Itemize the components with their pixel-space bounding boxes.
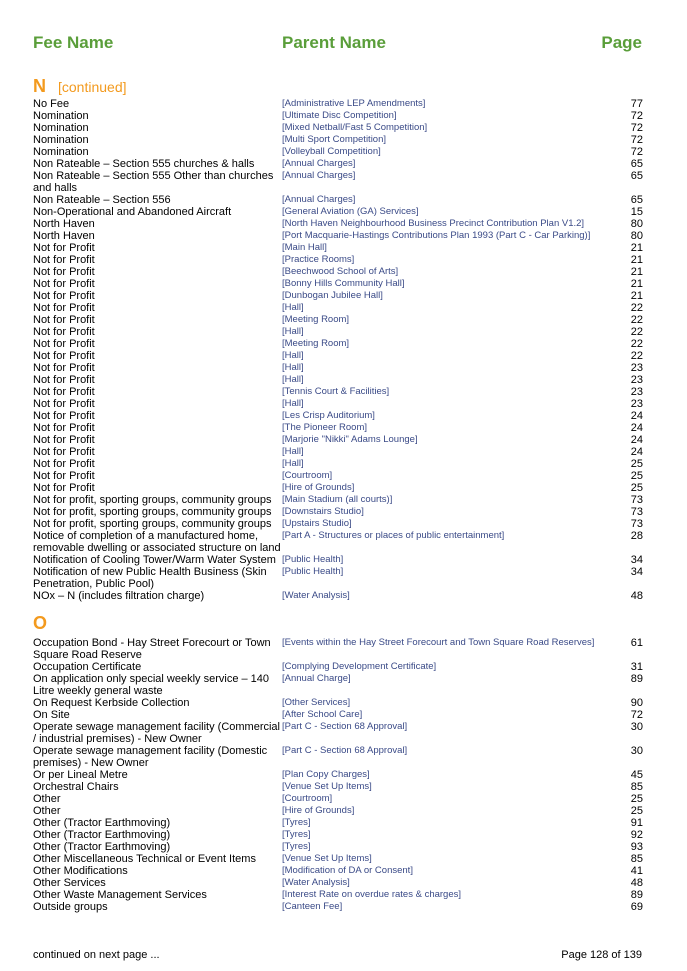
- fee-name-cell: Not for Profit: [33, 458, 95, 470]
- page-number-cell: 34: [630, 566, 643, 578]
- table-row: [33, 661, 643, 673]
- page-number-cell: 15: [630, 206, 643, 218]
- page-number-cell: 80: [630, 230, 643, 242]
- parent-name-cell[interactable]: [Volleyball Competition]: [282, 146, 381, 157]
- table-row: [33, 793, 643, 805]
- table-row: [33, 434, 643, 446]
- parent-name-cell[interactable]: [Dunbogan Jubilee Hall]: [282, 290, 383, 301]
- page-number-cell: 23: [630, 374, 643, 386]
- parent-name-cell[interactable]: [Meeting Room]: [282, 314, 350, 325]
- table-row: [33, 122, 643, 134]
- parent-name-cell[interactable]: [Port Macquarie-Hastings Contributions Plan 1993 (Part C - Car Parking)]: [282, 230, 591, 241]
- page-number-cell: 72: [630, 110, 643, 122]
- column-header-page: Page: [601, 33, 642, 52]
- page-number-cell: 85: [630, 853, 643, 865]
- page-number-cell: 22: [630, 350, 643, 362]
- fee-name-cell: Nomination: [33, 122, 89, 134]
- page-number-cell: 31: [630, 661, 643, 673]
- page-number-cell: 48: [630, 590, 643, 602]
- fee-name-cell: Not for Profit: [33, 446, 95, 458]
- parent-name-cell[interactable]: [Bonny Hills Community Hall]: [282, 278, 405, 289]
- table-row: [33, 254, 643, 266]
- fee-name-cell: Not for Profit: [33, 266, 95, 278]
- fee-list: [33, 98, 643, 602]
- page-number-cell: 34: [630, 554, 643, 566]
- page-number-cell: 24: [630, 410, 643, 422]
- table-row: [33, 721, 643, 745]
- table-row: [33, 781, 643, 793]
- table-row: [33, 470, 643, 482]
- parent-name-cell[interactable]: [Public Health]: [282, 554, 344, 565]
- column-header-fee-name: Fee Name: [33, 33, 114, 52]
- table-row: [33, 805, 643, 817]
- fee-name-cell: Not for Profit: [33, 374, 95, 386]
- table-row: [33, 590, 643, 602]
- page-number-cell: 73: [630, 494, 643, 506]
- fee-name-cell: On Request Kerbside Collection: [33, 697, 190, 709]
- parent-name-cell[interactable]: [Public Health]: [282, 566, 344, 577]
- page-number-cell: 22: [630, 314, 643, 326]
- table-row: [33, 458, 643, 470]
- parent-name-cell[interactable]: [Annual Charges]: [282, 194, 356, 205]
- page-number-cell: 25: [630, 805, 643, 817]
- page-number-cell: 93: [630, 841, 643, 853]
- fee-name-cell: Notification of Cooling Tower/Warm Water System: [33, 554, 276, 566]
- parent-name-cell[interactable]: [Other Services]: [282, 697, 351, 708]
- fee-name-cell: Not for Profit: [33, 470, 95, 482]
- parent-name-cell[interactable]: [Venue Set Up Items]: [282, 853, 372, 864]
- table-row: [33, 314, 643, 326]
- table-row: [33, 410, 643, 422]
- section-heading: [33, 613, 643, 633]
- table-row: [33, 853, 643, 865]
- table-row: [33, 673, 643, 697]
- fee-name-cell: North Haven: [33, 218, 95, 230]
- parent-name-cell[interactable]: [Upstairs Studio]: [282, 518, 352, 529]
- parent-name-cell[interactable]: [Les Crisp Auditorium]: [282, 410, 375, 421]
- table-row: [33, 518, 643, 530]
- parent-name-cell[interactable]: [Hall]: [282, 458, 304, 469]
- fee-name-cell: No Fee: [33, 98, 70, 110]
- table-row: [33, 338, 643, 350]
- page-number-cell: 23: [630, 362, 643, 374]
- fee-name-cell: Other Waste Management Services: [33, 889, 207, 901]
- fee-name-cell: Other (Tractor Earthmoving): [33, 841, 171, 853]
- parent-name-cell[interactable]: [Water Analysis]: [282, 877, 350, 888]
- table-row: [33, 146, 643, 158]
- table-row: [33, 374, 643, 386]
- fee-name-cell: Operate sewage management facility (Commercial / industrial premises) - New Owner: [33, 721, 280, 745]
- parent-name-cell[interactable]: [Meeting Room]: [282, 338, 350, 349]
- page-number-cell: 21: [630, 278, 643, 290]
- table-row: [33, 817, 643, 829]
- page-number-cell: 25: [630, 482, 643, 494]
- parent-name-cell[interactable]: [Mixed Netball/Fast 5 Competition]: [282, 122, 428, 133]
- parent-name-cell[interactable]: [Tyres]: [282, 841, 311, 852]
- parent-name-cell[interactable]: [Ultimate Disc Competition]: [282, 110, 397, 121]
- page-number-cell: 23: [630, 398, 643, 410]
- parent-name-cell[interactable]: [Main Stadium (all courts)]: [282, 494, 393, 505]
- fee-name-cell: Not for Profit: [33, 410, 95, 422]
- fee-name-cell: Other Miscellaneous Technical or Event Items: [33, 853, 256, 865]
- parent-name-cell[interactable]: [Hall]: [282, 326, 304, 337]
- table-row: [33, 554, 643, 566]
- table-row: [33, 218, 643, 230]
- fee-name-cell: Not for Profit: [33, 350, 95, 362]
- section-letter: N: [33, 76, 46, 96]
- table-row: [33, 110, 643, 122]
- parent-name-cell[interactable]: [Interest Rate on overdue rates & charges]: [282, 889, 462, 900]
- table-row: [33, 266, 643, 278]
- fee-name-cell: On Site: [33, 709, 70, 721]
- table-row: [33, 278, 643, 290]
- parent-name-cell[interactable]: [Hall]: [282, 350, 304, 361]
- parent-name-cell[interactable]: [Main Hall]: [282, 242, 327, 253]
- fee-name-cell: Notice of completion of a manufactured home, removable dwelling or associated structure on land: [33, 530, 281, 554]
- section-letter: O: [33, 613, 48, 633]
- page-number-cell: 24: [630, 422, 643, 434]
- page-number-cell: 21: [630, 242, 643, 254]
- page-number-cell: 91: [630, 817, 643, 829]
- table-row: [33, 829, 643, 841]
- fee-name-cell: NOx – N (includes filtration charge): [33, 590, 205, 602]
- page-number-cell: 30: [630, 745, 643, 757]
- page-number-cell: 65: [630, 158, 643, 170]
- table-row: [33, 158, 643, 170]
- fee-name-cell: Not for profit, sporting groups, community groups: [33, 518, 272, 530]
- fee-name-cell: Not for Profit: [33, 242, 95, 254]
- fee-name-cell: Not for Profit: [33, 386, 95, 398]
- page-number-cell: 24: [630, 446, 643, 458]
- fee-name-cell: Not for Profit: [33, 254, 95, 266]
- fee-name-cell: Not for Profit: [33, 434, 95, 446]
- page-number-cell: 65: [630, 170, 643, 182]
- table-row: [33, 769, 643, 781]
- page-number-cell: 21: [630, 266, 643, 278]
- parent-name-cell[interactable]: [Practice Rooms]: [282, 254, 355, 265]
- fee-name-cell: On application only special weekly service – 140 Litre weekly general waste: [33, 673, 270, 697]
- fee-name-cell: Non-Operational and Abandoned Aircraft: [33, 206, 232, 218]
- fee-name-cell: Outside groups: [33, 901, 108, 913]
- table-row: [33, 446, 643, 458]
- parent-name-cell[interactable]: [Tyres]: [282, 829, 311, 840]
- fee-name-cell: Notification of new Public Health Business (Skin Penetration, Public Pool): [33, 566, 267, 590]
- parent-name-cell[interactable]: [Modification of DA or Consent]: [282, 865, 413, 876]
- table-row: [33, 530, 643, 554]
- fee-name-cell: Not for profit, sporting groups, community groups: [33, 506, 272, 518]
- table-row: [33, 290, 643, 302]
- page-number-cell: 25: [630, 458, 643, 470]
- parent-name-cell[interactable]: [Hall]: [282, 302, 304, 313]
- parent-name-cell[interactable]: [Annual Charges]: [282, 170, 356, 181]
- fee-name-cell: Other: [33, 805, 61, 817]
- page-number-cell: 24: [630, 434, 643, 446]
- parent-name-cell[interactable]: [Canteen Fee]: [282, 901, 343, 912]
- parent-name-cell[interactable]: [Water Analysis]: [282, 590, 350, 601]
- fee-name-cell: Not for Profit: [33, 314, 95, 326]
- parent-name-cell[interactable]: [Venue Set Up Items]: [282, 781, 372, 792]
- fee-name-cell: Not for Profit: [33, 422, 95, 434]
- fee-name-cell: Not for Profit: [33, 482, 95, 494]
- table-row: [33, 242, 643, 254]
- page-number-cell: 45: [630, 769, 643, 781]
- parent-name-cell[interactable]: [Hall]: [282, 446, 304, 457]
- table-row: [33, 506, 643, 518]
- page-number-cell: 77: [630, 98, 643, 110]
- table-row: [33, 194, 643, 206]
- parent-name-cell[interactable]: [Downstairs Studio]: [282, 506, 364, 517]
- parent-name-cell[interactable]: [Multi Sport Competition]: [282, 134, 387, 145]
- parent-name-cell[interactable]: [Plan Copy Charges]: [282, 769, 370, 780]
- parent-name-cell[interactable]: [Hall]: [282, 374, 304, 385]
- parent-name-cell[interactable]: [The Pioneer Room]: [282, 422, 368, 433]
- table-row: [33, 422, 643, 434]
- table-row: [33, 302, 643, 314]
- page-number-cell: 61: [630, 637, 643, 649]
- table-row: [33, 230, 643, 242]
- parent-name-cell[interactable]: [Part A - Structures or places of public entertainment]: [282, 530, 505, 541]
- table-row: [33, 134, 643, 146]
- fee-name-cell: Nomination: [33, 110, 89, 122]
- parent-name-cell[interactable]: [Complying Development Certificate]: [282, 661, 437, 672]
- fee-name-cell: Other Services: [33, 877, 106, 889]
- table-row: [33, 901, 643, 913]
- fee-name-cell: Not for Profit: [33, 302, 95, 314]
- section-o: [33, 613, 643, 913]
- page-number-cell: 30: [630, 721, 643, 733]
- page-number-cell: 72: [630, 146, 643, 158]
- fee-name-cell: Other: [33, 793, 61, 805]
- page-number-cell: 90: [630, 697, 643, 709]
- fee-list: [33, 637, 643, 913]
- fee-name-cell: Not for Profit: [33, 398, 95, 410]
- footer-page-number: Page 128 of 139: [561, 949, 642, 961]
- page-number-cell: 73: [630, 518, 643, 530]
- page-number-cell: 22: [630, 326, 643, 338]
- fee-name-cell: Not for profit, sporting groups, community groups: [33, 494, 272, 506]
- table-row: [33, 566, 643, 590]
- table-row: [33, 98, 643, 110]
- fee-name-cell: Other Modifications: [33, 865, 128, 877]
- parent-name-cell[interactable]: [Part C - Section 68 Approval]: [282, 745, 408, 756]
- parent-name-cell[interactable]: [Administrative LEP Amendments]: [282, 98, 426, 109]
- page-number-cell: 25: [630, 793, 643, 805]
- fee-name-cell: Occupation Bond - Hay Street Forecourt or Town Square Road Reserve: [33, 637, 271, 661]
- fee-name-cell: Non Rateable – Section 555 churches & halls: [33, 158, 255, 170]
- parent-name-cell[interactable]: [Events within the Hay Street Forecourt and Town Square Road Reserves]: [282, 637, 595, 648]
- parent-name-cell[interactable]: [Annual Charges]: [282, 158, 356, 169]
- section-continued-label: [continued]: [58, 79, 127, 95]
- table-row: [33, 697, 643, 709]
- fee-name-cell: Other (Tractor Earthmoving): [33, 829, 171, 841]
- fee-name-cell: North Haven: [33, 230, 95, 242]
- table-row: [33, 865, 643, 877]
- page-number-cell: 72: [630, 134, 643, 146]
- parent-name-cell[interactable]: [Hall]: [282, 362, 304, 373]
- fee-name-cell: Not for Profit: [33, 326, 95, 338]
- fee-name-cell: Or per Lineal Metre: [33, 769, 128, 781]
- page-number-cell: 28: [630, 530, 643, 542]
- parent-name-cell[interactable]: [General Aviation (GA) Services]: [282, 206, 419, 217]
- page-number-cell: 92: [630, 829, 643, 841]
- table-row: [33, 386, 643, 398]
- fee-name-cell: Not for Profit: [33, 290, 95, 302]
- page-number-cell: 85: [630, 781, 643, 793]
- page-number-cell: 25: [630, 470, 643, 482]
- parent-name-cell[interactable]: [Courtroom]: [282, 470, 333, 481]
- parent-name-cell[interactable]: [Marjorie "Nikki" Adams Lounge]: [282, 434, 418, 445]
- table-row: [33, 745, 643, 769]
- table-row: [33, 482, 643, 494]
- fee-name-cell: Non Rateable – Section 556: [33, 194, 171, 206]
- parent-name-cell[interactable]: [Tennis Court & Facilities]: [282, 386, 390, 397]
- page-number-cell: 48: [630, 877, 643, 889]
- page-number-cell: 89: [630, 889, 643, 901]
- page-number-cell: 21: [630, 290, 643, 302]
- table-row: [33, 362, 643, 374]
- parent-name-cell[interactable]: [Tyres]: [282, 817, 311, 828]
- section-n: [33, 76, 643, 602]
- parent-name-cell[interactable]: [North Haven Neighbourhood Business Precinct Contribution Plan V1.2]: [282, 218, 585, 229]
- fee-name-cell: Orchestral Chairs: [33, 781, 119, 793]
- table-row: [33, 709, 643, 721]
- fee-name-cell: Not for Profit: [33, 338, 95, 350]
- page-number-cell: 73: [630, 506, 643, 518]
- page-number-cell: 21: [630, 254, 643, 266]
- fee-name-cell: Not for Profit: [33, 278, 95, 290]
- table-row: [33, 637, 643, 661]
- fee-name-cell: Not for Profit: [33, 362, 95, 374]
- parent-name-cell[interactable]: [Hire of Grounds]: [282, 805, 355, 816]
- parent-name-cell[interactable]: [Part C - Section 68 Approval]: [282, 721, 408, 732]
- fee-name-cell: Occupation Certificate: [33, 661, 142, 673]
- page-number-cell: 72: [630, 122, 643, 134]
- table-row: [33, 494, 643, 506]
- parent-name-cell[interactable]: [Annual Charge]: [282, 673, 351, 684]
- footer-continued: continued on next page ...: [33, 949, 160, 961]
- page-number-cell: 72: [630, 709, 643, 721]
- page-number-cell: 65: [630, 194, 643, 206]
- parent-name-cell[interactable]: [Beechwood School of Arts]: [282, 266, 399, 277]
- section-heading: [33, 76, 643, 96]
- table-row: [33, 326, 643, 338]
- column-header-parent-name: Parent Name: [282, 33, 386, 52]
- table-row: [33, 170, 643, 194]
- page-number-cell: 41: [630, 865, 643, 877]
- page-number-cell: 22: [630, 338, 643, 350]
- table-row: [33, 841, 643, 853]
- parent-name-cell[interactable]: [After School Care]: [282, 709, 363, 720]
- table-row: [33, 889, 643, 901]
- table-row: [33, 350, 643, 362]
- parent-name-cell[interactable]: [Hire of Grounds]: [282, 482, 355, 493]
- fee-name-cell: Operate sewage management facility (Domestic premises) - New Owner: [33, 745, 268, 769]
- fee-name-cell: Non Rateable – Section 555 Other than churches and halls: [33, 170, 274, 194]
- parent-name-cell[interactable]: [Hall]: [282, 398, 304, 409]
- page-number-cell: 22: [630, 302, 643, 314]
- page-number-cell: 80: [630, 218, 643, 230]
- parent-name-cell[interactable]: [Courtroom]: [282, 793, 333, 804]
- fee-name-cell: Other (Tractor Earthmoving): [33, 817, 171, 829]
- table-row: [33, 398, 643, 410]
- fee-name-cell: Nomination: [33, 146, 89, 158]
- table-row: [33, 206, 643, 218]
- page-number-cell: 23: [630, 386, 643, 398]
- page-number-cell: 89: [630, 673, 643, 685]
- fee-name-cell: Nomination: [33, 134, 89, 146]
- table-row: [33, 877, 643, 889]
- page-number-cell: 69: [630, 901, 643, 913]
